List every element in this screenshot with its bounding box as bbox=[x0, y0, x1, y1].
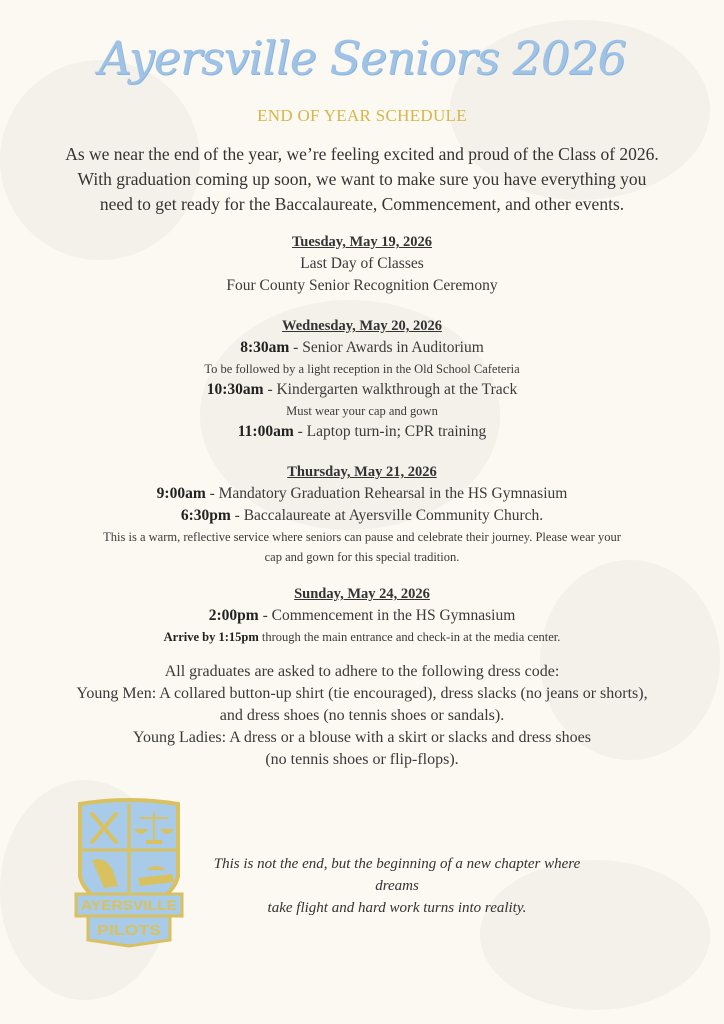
schedule-tuesday bbox=[0, 231, 724, 297]
event-line bbox=[0, 379, 724, 401]
school-crest-logo bbox=[74, 798, 184, 948]
event-line: Last Day of Classes bbox=[300, 255, 424, 272]
event-line bbox=[0, 483, 724, 505]
crest-text: PILOTS bbox=[97, 922, 161, 939]
schedule-sunday bbox=[0, 583, 724, 647]
main-content bbox=[0, 26, 724, 771]
event-note: Must wear your cap and gown bbox=[286, 404, 438, 418]
event-time: 8:30am bbox=[240, 339, 290, 356]
schedule-wednesday bbox=[0, 315, 724, 443]
crest-text: AYERSVILLE bbox=[81, 897, 177, 913]
dress-line: Young Ladies: A dress or a blouse with a skirt or slacks and dress shoes bbox=[133, 729, 591, 746]
event-time: 10:30am bbox=[206, 381, 264, 398]
dress-code bbox=[0, 661, 724, 771]
event-line bbox=[0, 421, 724, 443]
event-text: - Laptop turn-in; CPR training bbox=[293, 423, 487, 440]
arrival-text: through the main entrance and check-in at the media center. bbox=[258, 630, 561, 644]
event-time: 2:00pm bbox=[208, 607, 259, 624]
event-text: - Kindergarten walkthrough at the Track bbox=[263, 381, 518, 398]
event-time: 6:30pm bbox=[180, 507, 231, 524]
event-note bbox=[0, 627, 724, 647]
event-time: 9:00am bbox=[156, 485, 206, 502]
event-text: - Mandatory Graduation Rehearsal in the HS Gymnasium bbox=[205, 485, 568, 502]
event-text: - Baccalaureate at Ayersville Community Church. bbox=[230, 507, 544, 524]
dress-line: (no tennis shoes or flip-flops). bbox=[265, 751, 459, 768]
event-line bbox=[0, 605, 724, 627]
event-line bbox=[0, 337, 724, 359]
dress-line: All graduates are asked to adhere to the following dress code: bbox=[164, 663, 560, 680]
event-note: cap and gown for this special tradition. bbox=[264, 550, 460, 564]
schedule-date: Wednesday, May 20, 2026 bbox=[282, 318, 442, 334]
page-title: Ayersville Seniors 2026 bbox=[98, 31, 626, 85]
event-note: To be followed by a light reception in the Old School Cafeteria bbox=[204, 362, 520, 376]
quote-line: take flight and hard work turns into reality. bbox=[267, 900, 527, 916]
subtitle: END OF YEAR SCHEDULE bbox=[257, 106, 467, 125]
event-text: - Commencement in the HS Gymnasium bbox=[258, 607, 516, 624]
intro-line: As we near the end of the year, we’re feeling excited and proud of the Class of 2026. bbox=[65, 144, 659, 164]
schedule-date: Thursday, May 21, 2026 bbox=[287, 464, 437, 480]
event-line bbox=[0, 505, 724, 527]
schedule-thursday bbox=[0, 461, 724, 567]
closing-quote bbox=[192, 853, 602, 919]
intro-line: need to get ready for the Baccalaureate, Commencement, and other events. bbox=[99, 194, 625, 214]
intro-line: With graduation coming up soon, we want to make sure you have everything you bbox=[77, 169, 647, 189]
schedule-date: Tuesday, May 19, 2026 bbox=[291, 234, 433, 250]
arrival-time: Arrive by 1:15pm bbox=[163, 630, 259, 644]
event-text: - Senior Awards in Auditorium bbox=[289, 339, 484, 356]
dress-line: and dress shoes (no tennis shoes or sandals). bbox=[219, 707, 505, 724]
event-line: Four County Senior Recognition Ceremony bbox=[226, 277, 498, 294]
quote-line: This is not the end, but the beginning of a new chapter where dreams bbox=[213, 856, 581, 894]
dress-line: Young Men: A collared button-up shirt (tie encouraged), dress slacks (no jeans or shorts), bbox=[76, 685, 648, 702]
event-time: 11:00am bbox=[237, 423, 294, 440]
event-note: This is a warm, reflective service where seniors can pause and celebrate their journey. Please wear your bbox=[103, 530, 621, 544]
schedule-date: Sunday, May 24, 2026 bbox=[294, 586, 430, 602]
intro-paragraph bbox=[0, 142, 724, 217]
